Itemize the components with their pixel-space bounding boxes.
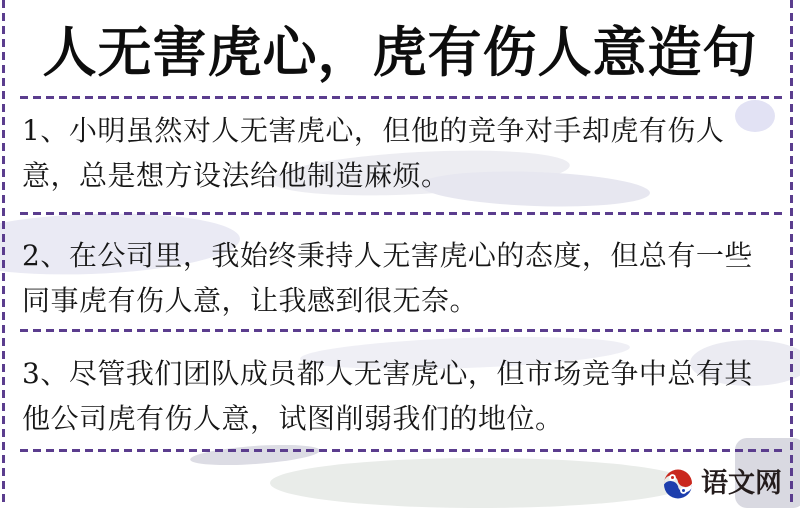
watermark-boat [190, 441, 321, 468]
example-sentence-3: 3、尽管我们团队成员都人无害虎心，但市场竞争中总有其他公司虎有伤人意，试图削弱我们的地位。 [22, 357, 753, 435]
example-sentence-2: 2、在公司里，我始终秉持人无害虎心的态度，但总有一些同事虎有伤人意，让我感到很无奈。 [22, 239, 753, 317]
right-dashed-border [790, 0, 793, 504]
logo-blue-pupil [682, 489, 685, 492]
taiji-fish-icon [660, 466, 696, 502]
separator-line [20, 329, 786, 332]
page-title: 人无害虎心，虎有伤人意造句 [42, 19, 758, 84]
watermark-landscape [270, 458, 690, 508]
left-dashed-border [2, 0, 5, 504]
site-logo[interactable] [660, 464, 782, 504]
site-logo-text: 语文网 [701, 468, 782, 499]
logo-red-pupil [671, 476, 674, 479]
separator-line [20, 212, 786, 215]
separator-line [20, 96, 786, 99]
example-sentence-1: 1、小明虽然对人无害虎心，但他的竞争对手却虎有伤人意，总是想方设法给他制造麻烦。 [22, 114, 725, 192]
separator-line [20, 449, 786, 452]
